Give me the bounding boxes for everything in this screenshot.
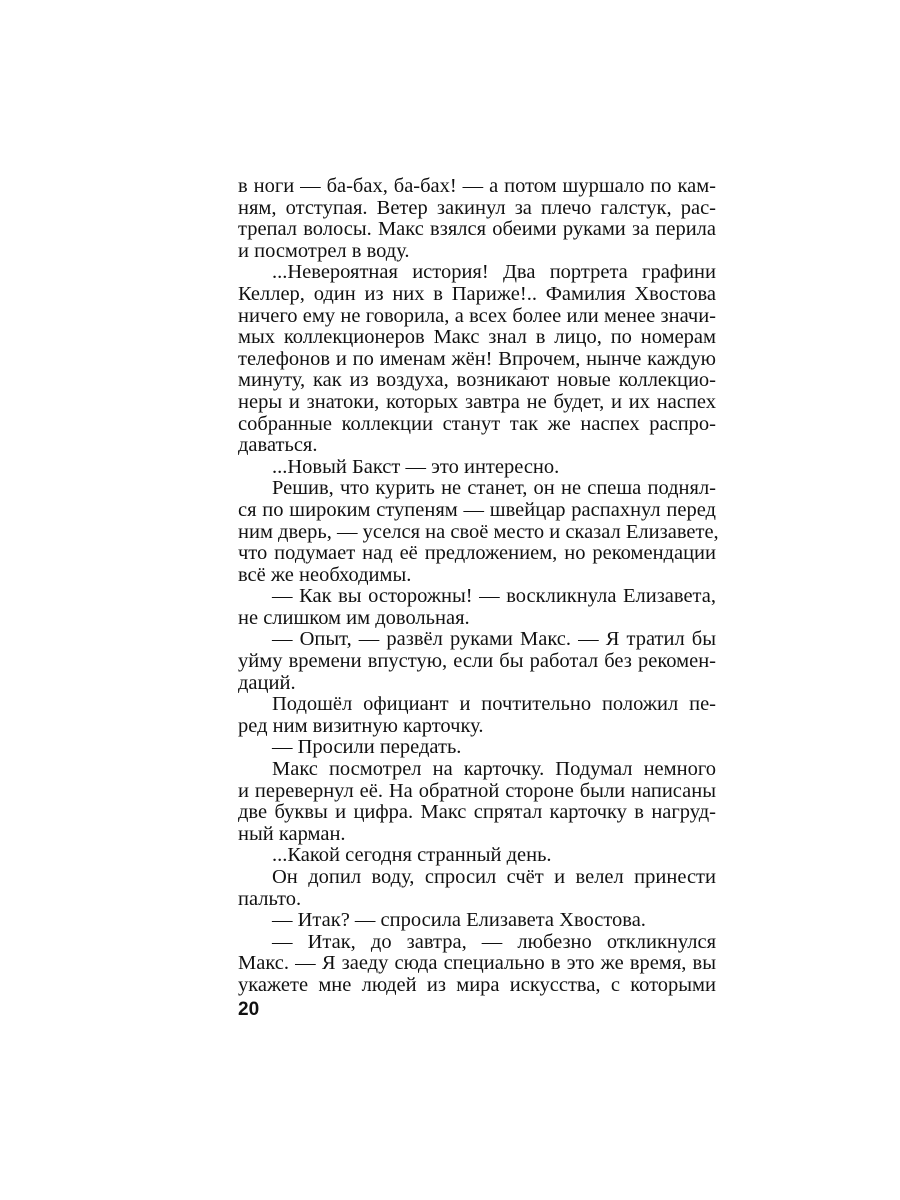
text-line: ...Какой сегодня странный день. — [272, 844, 552, 867]
text-line: всё же необходимы. — [238, 563, 412, 586]
text-line: Келлер, один из них в Париже!.. Фамилия Хвостова — [238, 282, 716, 305]
text-line: Макс. — Я заеду сюда специально в это же время, вы — [238, 952, 716, 975]
text-line: трепал волосы. Макс взялся обеими руками за перила — [238, 218, 716, 241]
text-line: неры и знатоки, которых завтра не будет, и их наспех — [238, 390, 716, 413]
text-line: ничего ему не говорила, а всех более или менее значи- — [238, 304, 716, 327]
text-line: не слишком им довольная. — [238, 606, 470, 629]
text-line: — Просили передать. — [272, 736, 462, 759]
text-line: ...Невероятная история! Два портрета графини — [272, 261, 716, 284]
text-line: уйму времени впустую, если бы работал без рекомен- — [238, 650, 716, 673]
text-line: ним дверь, — уселся на своё место и сказал Елизавете, — [238, 520, 719, 543]
text-line: — Итак, до завтра, — любезно откликнулся — [272, 930, 716, 953]
text-line: — Итак? — спросила Елизавета Хвостова. — [272, 909, 646, 932]
text-line: ный карман. — [238, 822, 346, 845]
text-line: в ноги — ба-бах, ба-бах! — а потом шуршало по кам- — [238, 175, 716, 197]
text-line: Макс посмотрел на карточку. Подумал немного — [272, 758, 716, 781]
text-line: ред ним визитную карточку. — [238, 714, 484, 737]
text-line: и перевернул её. На обратной стороне были написаны — [238, 779, 716, 802]
text-line: собранные коллекции станут так же наспех распро- — [238, 412, 716, 435]
text-line: Он допил воду, спросил счёт и велел принести — [272, 866, 716, 888]
text-line: Решив, что курить не станет, он не спеша поднял- — [272, 477, 716, 500]
body-text — [238, 175, 719, 997]
text-line: Подошёл официант и почтительно положил пе- — [272, 693, 716, 716]
text-line: — Как вы осторожны! — воскликнула Елизавета, — [272, 585, 716, 608]
text-line: даваться. — [238, 434, 318, 457]
text-line: мых коллекционеров Макс знал в лицо, по номерам — [238, 326, 716, 349]
text-line: телефонов и по именам жён! Впрочем, нынче каждую — [238, 347, 716, 370]
text-line: — Опыт, — развёл руками Макс. — Я тратил бы — [272, 628, 716, 651]
text-line: укажете мне людей из мира искусства, с которыми — [238, 973, 716, 996]
text-line: две буквы и цифра. Макс спрятал карточку в нагруд- — [238, 801, 716, 824]
text-line: и посмотрел в воду. — [238, 239, 410, 262]
text-line: пальто. — [238, 887, 302, 910]
text-line: минуту, как из воздуха, возникают новые коллекцио- — [238, 369, 716, 392]
text-line: даций. — [238, 671, 296, 694]
page-number: 20 — [238, 999, 260, 1020]
text-line: ...Новый Бакст — это интересно. — [272, 455, 560, 478]
text-line: ся по широким ступеням — швейцар распахнул перед — [238, 498, 716, 521]
text-line: ням, отступая. Ветер закинул за плечо галстук, рас- — [238, 196, 716, 219]
text-line: что подумает над её предложением, но рекомендации — [238, 542, 716, 565]
